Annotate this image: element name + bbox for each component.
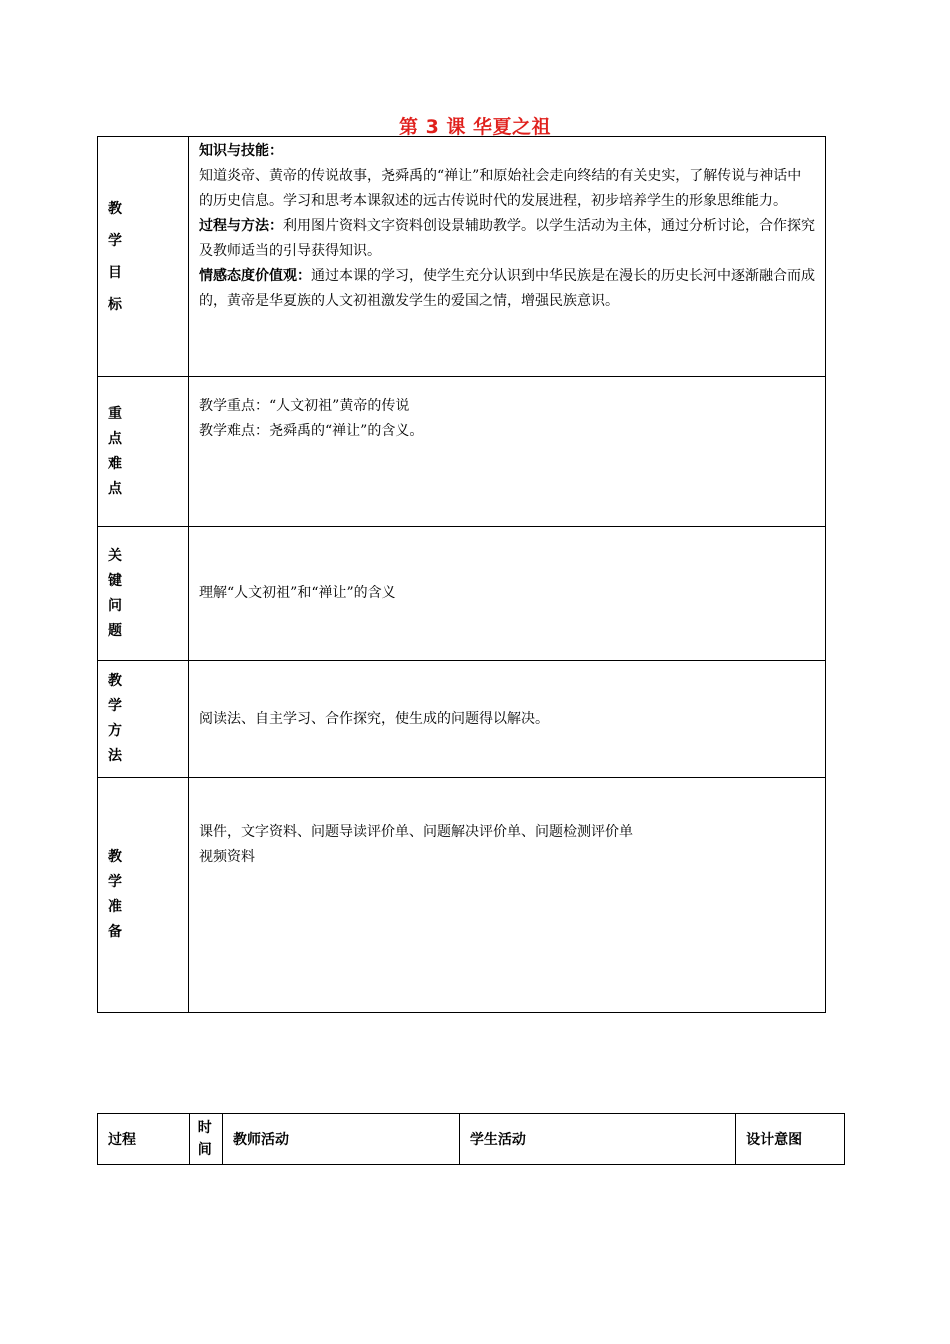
objectives-content [189, 137, 826, 377]
process-header-row [98, 1114, 845, 1165]
row-label-key-questions: 关 键 问 题 [98, 527, 189, 661]
knowledge-skills-heading: 知识与技能： [199, 143, 283, 159]
preparation-content [189, 778, 826, 1013]
process-method-text: 利用图片资料文字资料创设景辅助教学。以学生活动为主体，通过分析讨论，合作探究及教师适当的引导获得知识。 [199, 218, 815, 259]
row-label-key-points: 重 点 难 点 [98, 377, 189, 527]
process-header-stage: 过程 [98, 1114, 190, 1165]
key-questions-content [189, 527, 826, 661]
emotion-values-heading: 情感态度价值观： [199, 268, 311, 284]
table-row-teaching-methods [98, 661, 826, 778]
emotion-values-text: 通过本课的学习，使学生充分认识到中华民族是在漫长的历史长河中逐渐融合而成的，黄帝是华夏族的人文初祖激发学生的爱国之情，增强民族意识。 [199, 268, 815, 309]
key-points-content [189, 377, 826, 527]
process-header-student: 学生活动 [459, 1114, 735, 1165]
row-label-objectives: 教 学 目 标 [98, 137, 189, 377]
process-table [97, 1113, 845, 1165]
preparation-line: 课件，文字资料、问题导读评价单、问题解决评价单、问题检测评价单 [199, 824, 633, 840]
process-method-heading: 过程与方法： [199, 218, 283, 234]
row-label-teaching-methods: 教 学 方 法 [98, 661, 189, 778]
key-question-line: 理解“人文初祖”和“禅让”的含义 [199, 585, 396, 601]
preparation-line: 视频资料 [199, 849, 255, 865]
teaching-methods-content [189, 661, 826, 778]
difficult-point-line: 教学难点：尧舜禹的“禅让”的含义。 [199, 423, 424, 439]
table-row-key-questions [98, 527, 826, 661]
key-point-line: 教学重点：“人文初祖”黄帝的传说 [199, 398, 410, 414]
process-header-teacher: 教师活动 [223, 1114, 460, 1165]
lesson-title: 第 3 课 华夏之祖 [398, 116, 552, 138]
process-header-design: 设计意图 [736, 1114, 845, 1165]
table-row-key-points [98, 377, 826, 527]
knowledge-skills-text: 知道炎帝、黄帝的传说故事，尧舜禹的“禅让”和原始社会走向终结的有关史实，了解传说与神话中的历史信息。学习和思考本课叙述的远古传说时代的发展进程，初步培养学生的形象思维能力。 [199, 168, 802, 209]
lesson-plan-table [97, 136, 826, 1013]
process-header-time: 时 间 [189, 1114, 222, 1165]
table-row-preparation [98, 778, 826, 1013]
table-row-objectives [98, 137, 826, 377]
teaching-method-line: 阅读法、自主学习、合作探究，使生成的问题得以解决。 [199, 710, 549, 727]
row-label-preparation: 教 学 准 备 [98, 778, 189, 1013]
